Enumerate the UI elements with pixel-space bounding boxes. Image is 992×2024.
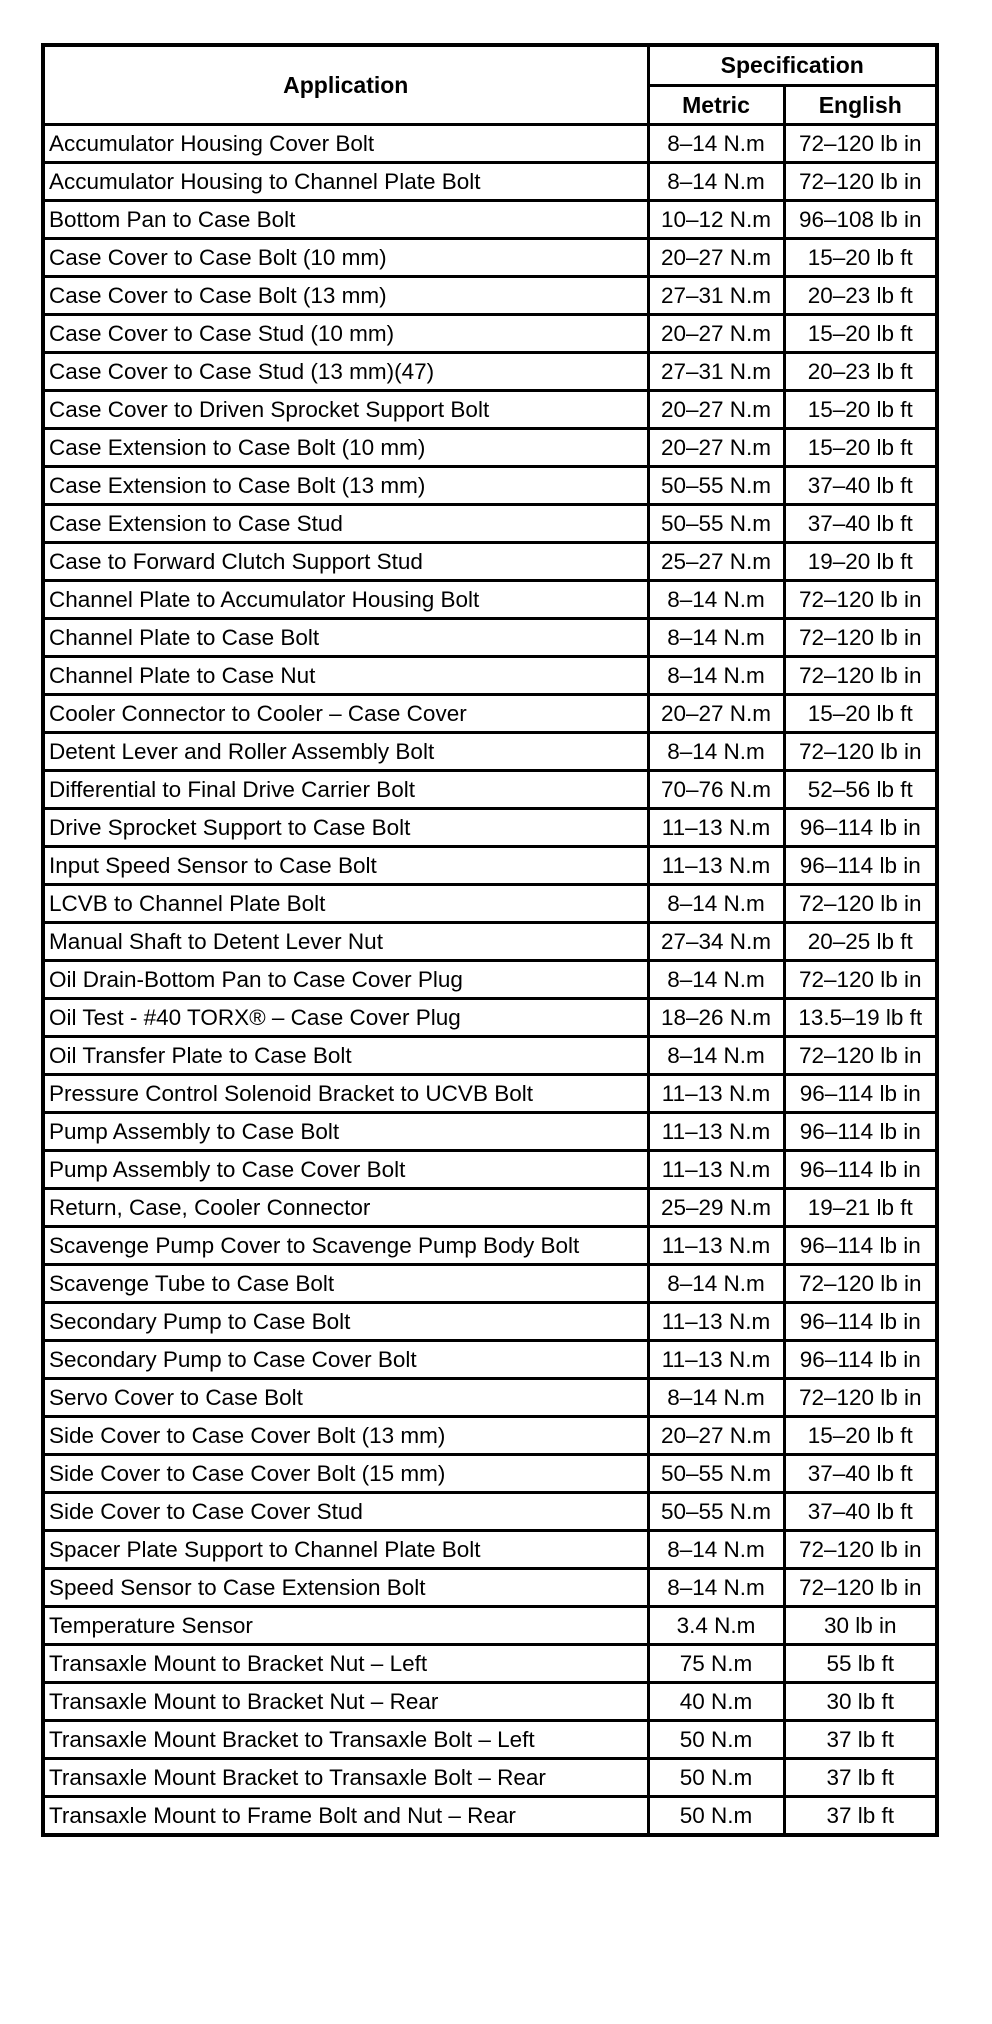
application-cell: Manual Shaft to Detent Lever Nut [43, 923, 648, 961]
application-cell: LCVB to Channel Plate Bolt [43, 885, 648, 923]
table-row [43, 163, 937, 201]
application-cell: Scavenge Tube to Case Bolt [43, 1265, 648, 1303]
table-row [43, 733, 937, 771]
application-cell: Case Cover to Case Bolt (13 mm) [43, 277, 648, 315]
table-row [43, 239, 937, 277]
table-row [43, 999, 937, 1037]
english-value-cell: 15–20 lb ft [784, 239, 937, 277]
application-cell: Transaxle Mount to Bracket Nut – Rear [43, 1683, 648, 1721]
table-body [43, 125, 937, 1836]
metric-value-cell: 20–27 N.m [648, 315, 784, 353]
metric-value-cell: 8–14 N.m [648, 619, 784, 657]
application-cell: Case Extension to Case Bolt (13 mm) [43, 467, 648, 505]
table-header-row [43, 45, 937, 86]
application-cell: Secondary Pump to Case Cover Bolt [43, 1341, 648, 1379]
metric-value-cell: 3.4 N.m [648, 1607, 784, 1645]
table-row [43, 1227, 937, 1265]
application-cell: Case Extension to Case Stud [43, 505, 648, 543]
english-value-cell: 72–120 lb in [784, 1379, 937, 1417]
application-cell: Side Cover to Case Cover Stud [43, 1493, 648, 1531]
table-row [43, 1759, 937, 1797]
application-cell: Servo Cover to Case Bolt [43, 1379, 648, 1417]
table-row [43, 505, 937, 543]
english-value-cell: 13.5–19 lb ft [784, 999, 937, 1037]
metric-value-cell: 11–13 N.m [648, 1151, 784, 1189]
metric-value-cell: 8–14 N.m [648, 163, 784, 201]
metric-value-cell: 8–14 N.m [648, 885, 784, 923]
application-cell: Case Cover to Case Stud (10 mm) [43, 315, 648, 353]
english-value-cell: 96–114 lb in [784, 1075, 937, 1113]
application-cell: Oil Transfer Plate to Case Bolt [43, 1037, 648, 1075]
english-value-cell: 15–20 lb ft [784, 695, 937, 733]
metric-value-cell: 20–27 N.m [648, 695, 784, 733]
metric-value-cell: 8–14 N.m [648, 1037, 784, 1075]
english-value-cell: 15–20 lb ft [784, 315, 937, 353]
application-cell: Transaxle Mount Bracket to Transaxle Bolt – Left [43, 1721, 648, 1759]
english-value-cell: 20–23 lb ft [784, 353, 937, 391]
application-cell: Transaxle Mount to Bracket Nut – Left [43, 1645, 648, 1683]
metric-header: Metric [648, 86, 784, 125]
table-row [43, 657, 937, 695]
table-row [43, 1721, 937, 1759]
metric-value-cell: 40 N.m [648, 1683, 784, 1721]
table-row [43, 1113, 937, 1151]
table-row [43, 1379, 937, 1417]
application-cell: Transaxle Mount to Frame Bolt and Nut – Rear [43, 1797, 648, 1836]
application-cell: Case Cover to Driven Sprocket Support Bolt [43, 391, 648, 429]
english-value-cell: 72–120 lb in [784, 1037, 937, 1075]
metric-value-cell: 50 N.m [648, 1759, 784, 1797]
table-row [43, 1151, 937, 1189]
table-row [43, 1189, 937, 1227]
english-value-cell: 37 lb ft [784, 1797, 937, 1836]
metric-value-cell: 20–27 N.m [648, 429, 784, 467]
english-value-cell: 20–23 lb ft [784, 277, 937, 315]
english-value-cell: 15–20 lb ft [784, 1417, 937, 1455]
table-row [43, 961, 937, 999]
table-row [43, 353, 937, 391]
application-cell: Pump Assembly to Case Cover Bolt [43, 1151, 648, 1189]
table-row [43, 1341, 937, 1379]
metric-value-cell: 8–14 N.m [648, 1569, 784, 1607]
english-value-cell: 96–114 lb in [784, 1227, 937, 1265]
table-row [43, 391, 937, 429]
metric-value-cell: 11–13 N.m [648, 1303, 784, 1341]
specification-header: Specification [648, 45, 937, 86]
application-cell: Case to Forward Clutch Support Stud [43, 543, 648, 581]
table-row [43, 1037, 937, 1075]
metric-value-cell: 50–55 N.m [648, 467, 784, 505]
metric-value-cell: 70–76 N.m [648, 771, 784, 809]
metric-value-cell: 8–14 N.m [648, 125, 784, 163]
table-row [43, 1265, 937, 1303]
table-row [43, 1417, 937, 1455]
application-cell: Input Speed Sensor to Case Bolt [43, 847, 648, 885]
application-cell: Accumulator Housing to Channel Plate Bolt [43, 163, 648, 201]
table-row [43, 1645, 937, 1683]
application-cell: Bottom Pan to Case Bolt [43, 201, 648, 239]
application-cell: Case Extension to Case Bolt (10 mm) [43, 429, 648, 467]
metric-value-cell: 8–14 N.m [648, 961, 784, 999]
table-row [43, 1797, 937, 1836]
english-value-cell: 30 lb in [784, 1607, 937, 1645]
metric-value-cell: 25–29 N.m [648, 1189, 784, 1227]
table-row [43, 1455, 937, 1493]
table-row [43, 1607, 937, 1645]
table-row [43, 885, 937, 923]
application-cell: Spacer Plate Support to Channel Plate Bolt [43, 1531, 648, 1569]
application-cell: Temperature Sensor [43, 1607, 648, 1645]
english-value-cell: 72–120 lb in [784, 1265, 937, 1303]
metric-value-cell: 11–13 N.m [648, 809, 784, 847]
application-cell: Case Cover to Case Stud (13 mm)(47) [43, 353, 648, 391]
table-row [43, 1683, 937, 1721]
english-value-cell: 19–21 lb ft [784, 1189, 937, 1227]
application-cell: Differential to Final Drive Carrier Bolt [43, 771, 648, 809]
table-row [43, 581, 937, 619]
application-cell: Speed Sensor to Case Extension Bolt [43, 1569, 648, 1607]
table-row [43, 277, 937, 315]
application-cell: Cooler Connector to Cooler – Case Cover [43, 695, 648, 733]
application-cell: Return, Case, Cooler Connector [43, 1189, 648, 1227]
english-value-cell: 15–20 lb ft [784, 391, 937, 429]
english-value-cell: 30 lb ft [784, 1683, 937, 1721]
metric-value-cell: 50–55 N.m [648, 1493, 784, 1531]
english-value-cell: 55 lb ft [784, 1645, 937, 1683]
metric-value-cell: 8–14 N.m [648, 657, 784, 695]
english-value-cell: 72–120 lb in [784, 125, 937, 163]
metric-value-cell: 50 N.m [648, 1721, 784, 1759]
application-cell: Pump Assembly to Case Bolt [43, 1113, 648, 1151]
table-row [43, 1531, 937, 1569]
metric-value-cell: 20–27 N.m [648, 391, 784, 429]
application-cell: Side Cover to Case Cover Bolt (13 mm) [43, 1417, 648, 1455]
table-row [43, 1493, 937, 1531]
metric-value-cell: 27–34 N.m [648, 923, 784, 961]
english-value-cell: 72–120 lb in [784, 1531, 937, 1569]
english-value-cell: 96–108 lb in [784, 201, 937, 239]
metric-value-cell: 20–27 N.m [648, 239, 784, 277]
metric-value-cell: 8–14 N.m [648, 581, 784, 619]
metric-value-cell: 11–13 N.m [648, 1227, 784, 1265]
english-value-cell: 52–56 lb ft [784, 771, 937, 809]
english-value-cell: 72–120 lb in [784, 885, 937, 923]
table-row [43, 1569, 937, 1607]
table-row [43, 809, 937, 847]
fastener-specification-table [41, 43, 939, 1837]
metric-value-cell: 8–14 N.m [648, 1265, 784, 1303]
metric-value-cell: 10–12 N.m [648, 201, 784, 239]
metric-value-cell: 75 N.m [648, 1645, 784, 1683]
metric-value-cell: 50–55 N.m [648, 1455, 784, 1493]
table-row [43, 619, 937, 657]
table-row [43, 467, 937, 505]
application-cell: Secondary Pump to Case Bolt [43, 1303, 648, 1341]
english-value-cell: 37–40 lb ft [784, 1493, 937, 1531]
english-value-cell: 37–40 lb ft [784, 467, 937, 505]
english-value-cell: 72–120 lb in [784, 657, 937, 695]
metric-value-cell: 25–27 N.m [648, 543, 784, 581]
english-value-cell: 96–114 lb in [784, 847, 937, 885]
english-value-cell: 72–120 lb in [784, 581, 937, 619]
table-row [43, 201, 937, 239]
english-value-cell: 72–120 lb in [784, 619, 937, 657]
application-cell: Oil Drain-Bottom Pan to Case Cover Plug [43, 961, 648, 999]
english-value-cell: 96–114 lb in [784, 1151, 937, 1189]
table-row [43, 771, 937, 809]
application-cell: Channel Plate to Case Bolt [43, 619, 648, 657]
table-row [43, 429, 937, 467]
english-value-cell: 15–20 lb ft [784, 429, 937, 467]
application-cell: Drive Sprocket Support to Case Bolt [43, 809, 648, 847]
english-value-cell: 96–114 lb in [784, 1303, 937, 1341]
table-row [43, 1303, 937, 1341]
table-row [43, 923, 937, 961]
application-cell: Detent Lever and Roller Assembly Bolt [43, 733, 648, 771]
metric-value-cell: 11–13 N.m [648, 1341, 784, 1379]
table-row [43, 315, 937, 353]
table-row [43, 847, 937, 885]
english-value-cell: 37 lb ft [784, 1721, 937, 1759]
application-cell: Scavenge Pump Cover to Scavenge Pump Body Bolt [43, 1227, 648, 1265]
application-cell: Channel Plate to Accumulator Housing Bolt [43, 581, 648, 619]
application-cell: Oil Test - #40 TORX® – Case Cover Plug [43, 999, 648, 1037]
english-value-cell: 72–120 lb in [784, 733, 937, 771]
english-value-cell: 72–120 lb in [784, 163, 937, 201]
english-value-cell: 37 lb ft [784, 1759, 937, 1797]
english-value-cell: 96–114 lb in [784, 809, 937, 847]
metric-value-cell: 18–26 N.m [648, 999, 784, 1037]
table-row [43, 1075, 937, 1113]
metric-value-cell: 50–55 N.m [648, 505, 784, 543]
metric-value-cell: 11–13 N.m [648, 1113, 784, 1151]
metric-value-cell: 8–14 N.m [648, 1531, 784, 1569]
english-value-cell: 20–25 lb ft [784, 923, 937, 961]
english-value-cell: 72–120 lb in [784, 961, 937, 999]
english-header: English [784, 86, 937, 125]
application-cell: Case Cover to Case Bolt (10 mm) [43, 239, 648, 277]
application-cell: Pressure Control Solenoid Bracket to UCVB Bolt [43, 1075, 648, 1113]
metric-value-cell: 27–31 N.m [648, 353, 784, 391]
metric-value-cell: 8–14 N.m [648, 1379, 784, 1417]
metric-value-cell: 20–27 N.m [648, 1417, 784, 1455]
english-value-cell: 96–114 lb in [784, 1113, 937, 1151]
application-header: Application [43, 45, 648, 125]
metric-value-cell: 11–13 N.m [648, 1075, 784, 1113]
english-value-cell: 96–114 lb in [784, 1341, 937, 1379]
metric-value-cell: 11–13 N.m [648, 847, 784, 885]
application-cell: Accumulator Housing Cover Bolt [43, 125, 648, 163]
application-cell: Transaxle Mount Bracket to Transaxle Bolt – Rear [43, 1759, 648, 1797]
metric-value-cell: 8–14 N.m [648, 733, 784, 771]
application-cell: Channel Plate to Case Nut [43, 657, 648, 695]
table-row [43, 543, 937, 581]
english-value-cell: 72–120 lb in [784, 1569, 937, 1607]
english-value-cell: 37–40 lb ft [784, 505, 937, 543]
english-value-cell: 37–40 lb ft [784, 1455, 937, 1493]
metric-value-cell: 50 N.m [648, 1797, 784, 1836]
english-value-cell: 19–20 lb ft [784, 543, 937, 581]
metric-value-cell: 27–31 N.m [648, 277, 784, 315]
table-row [43, 695, 937, 733]
application-cell: Side Cover to Case Cover Bolt (15 mm) [43, 1455, 648, 1493]
table-row [43, 125, 937, 163]
